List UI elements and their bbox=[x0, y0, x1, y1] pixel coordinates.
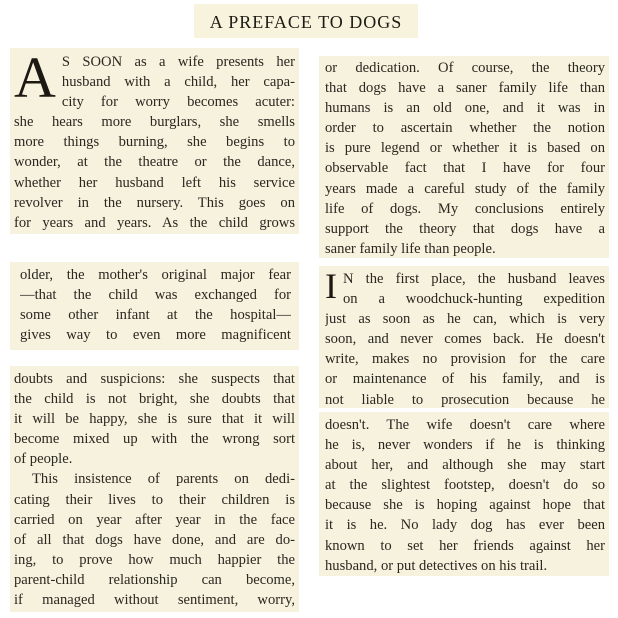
paragraph-line: some other infant at the hospital— bbox=[20, 307, 291, 324]
dropcap-a: A bbox=[14, 45, 56, 110]
paragraph-line: cating their lives to their children is bbox=[14, 491, 295, 508]
paragraph-line: she hears more burglars, she smells bbox=[14, 114, 295, 131]
paragraph-line: it is he. No lady dog has ever been bbox=[325, 517, 605, 534]
paragraph-line: become mixed up with the wrong sort bbox=[14, 431, 295, 448]
paragraph-line: it will be happy, she is sure that it will bbox=[14, 411, 295, 428]
paragraph-line: carried on year after year in the face bbox=[14, 511, 295, 528]
paragraph-line: husband, or put detectives on his trail. bbox=[325, 557, 548, 574]
paragraph-line: for years and years. As the child grows bbox=[14, 214, 295, 231]
paragraph-line: if managed without sentiment, worry, bbox=[14, 592, 295, 609]
paragraph-line: about her, and although she may start bbox=[325, 457, 605, 474]
paragraph-line: known to set her friends against her bbox=[325, 537, 605, 554]
paragraph-line: older, the mother's original major fear bbox=[20, 267, 291, 283]
paragraph-line: at the slightest footstep, doesn't do so bbox=[325, 477, 605, 494]
paragraph-line: that dogs have a saner family life than bbox=[325, 80, 605, 97]
paragraph-line: doubts and suspicions: she suspects that bbox=[14, 371, 295, 387]
paragraph-line: humans is an old one, and it was in bbox=[325, 100, 605, 117]
paragraph-line: order to ascertain whether the notion bbox=[325, 120, 605, 137]
left-clip-2 bbox=[10, 262, 299, 350]
paragraph-line: of all that dogs have done, and are do- bbox=[14, 531, 295, 548]
left-clip-3 bbox=[10, 366, 299, 612]
paragraph-line: husband with a child, her capa- bbox=[61, 74, 295, 91]
paragraph-line: support the theory that dogs have a bbox=[325, 220, 605, 237]
paragraph-line: on a woodchuck-hunting expedition bbox=[343, 291, 605, 308]
paragraph-line: just as soon as he can, which is very bbox=[325, 311, 605, 328]
paragraph-line: or dedication. Of course, the theory bbox=[325, 60, 605, 76]
paragraph-line: whether her husband left his service bbox=[14, 174, 295, 191]
paragraph-line: is pure legend or whether it is based on bbox=[325, 140, 605, 157]
paragraph-line: N the first place, the husband leaves bbox=[343, 271, 605, 287]
paragraph-line: This insistence of parents on dedi- bbox=[32, 471, 295, 488]
paragraph-line: the child is not bright, she doubts that bbox=[14, 391, 295, 408]
paragraph-line: ing, to prove how much happier the bbox=[14, 551, 295, 568]
paragraph-line: S SOON as a wife presents her bbox=[61, 54, 295, 70]
paragraph-line: years made a careful study of the family bbox=[325, 180, 605, 197]
paragraph-line: —that the child was exchanged for bbox=[20, 287, 291, 304]
paragraph-line: life of dogs. My conclusions entirely bbox=[325, 200, 605, 217]
paragraph-line: not liable to prosecution because he bbox=[325, 391, 605, 408]
paragraph-line: revolver in the nursery. This goes on bbox=[14, 194, 295, 211]
paragraph-line: soon, and never comes back. He doesn't bbox=[325, 331, 605, 348]
paragraph-line: because she is hoping against hope that bbox=[325, 497, 605, 514]
paragraph-line: write, makes no provision for the care bbox=[325, 351, 605, 368]
right-clip-2 bbox=[319, 266, 609, 408]
right-clip-3 bbox=[319, 412, 609, 576]
paragraph-line: doesn't. The wife doesn't care where bbox=[325, 417, 605, 433]
paragraph-line: city for worry becomes acuter: bbox=[61, 94, 295, 111]
dropcap-i: I bbox=[325, 266, 337, 306]
paragraph-line: gives way to even more magnificent bbox=[20, 327, 291, 344]
paragraph-line: parent-child relationship can become, bbox=[14, 571, 295, 588]
paragraph-line: or maintenance of his family, and is bbox=[325, 371, 605, 388]
title-banner bbox=[194, 4, 418, 38]
left-clip-1 bbox=[10, 45, 299, 234]
paragraph-line: more things burning, she begins to bbox=[14, 134, 295, 151]
right-clip-1 bbox=[319, 56, 609, 258]
paragraph-line: saner family life than people. bbox=[325, 240, 496, 257]
paragraph-line: wonder, at the theatre or the dance, bbox=[14, 154, 295, 171]
paragraph-line: he is, never wonders if he is thinking bbox=[325, 437, 605, 454]
page-title: A PREFACE TO DOGS bbox=[209, 12, 403, 32]
paragraph-line: of people. bbox=[14, 451, 73, 468]
paragraph-line: observable fact that I have for four bbox=[325, 160, 605, 177]
